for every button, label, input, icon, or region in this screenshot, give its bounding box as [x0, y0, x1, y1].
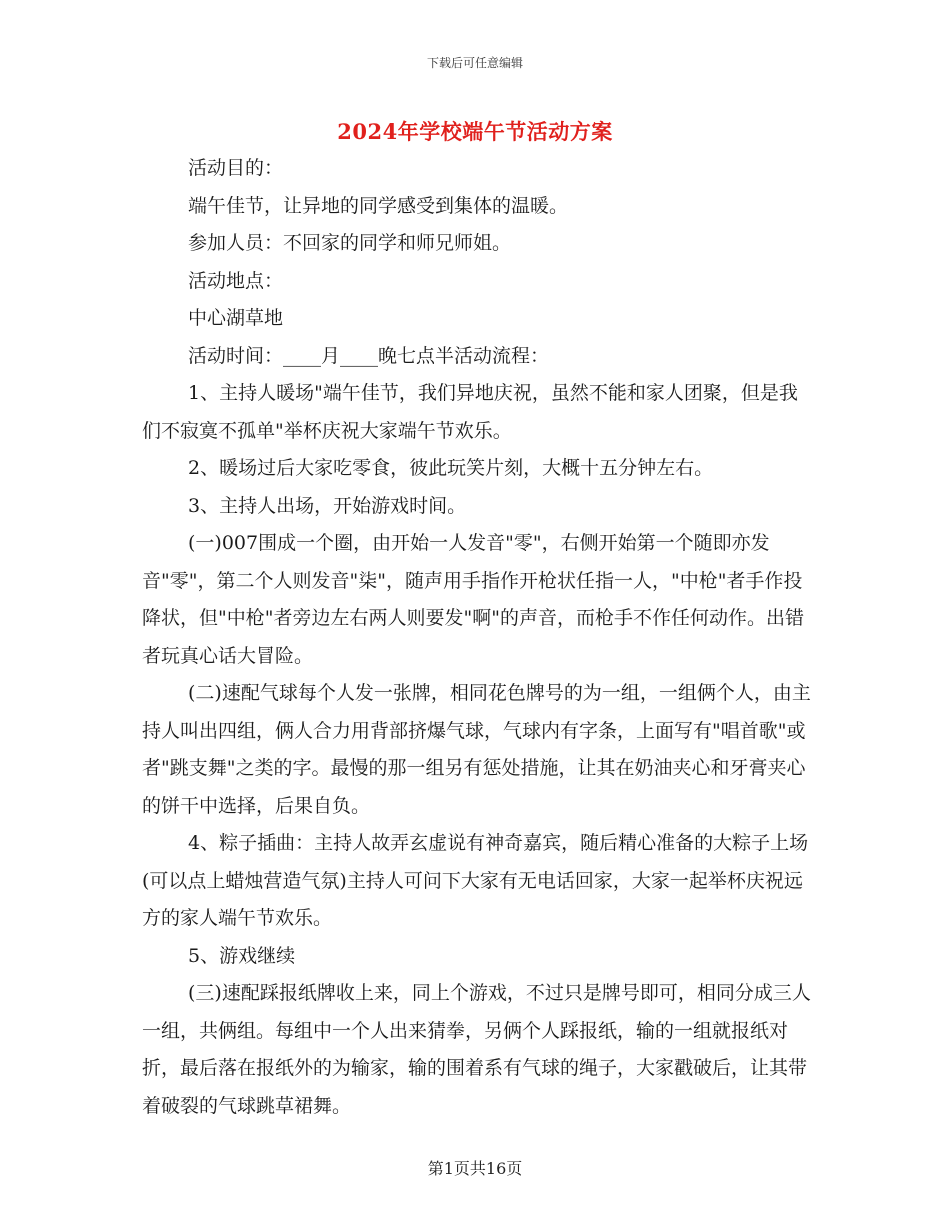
- paragraph-step-4: 4、粽子插曲：主持人故弄玄虚说有神奇嘉宾，随后精心准备的大粽子上场(可以点上蜡烛营造气氛)主持人可问下大家有无电话回家，大家一起举杯庆祝远方的家人端午节欢乐。: [142, 832, 809, 929]
- paragraph-step-2: 2、暖场过后大家吃零食，彼此玩笑片刻，大概十五分钟左右。: [188, 457, 714, 479]
- paragraph-game-2: (二)速配气球每个人发一张牌，相同花色牌号的为一组，一组俩个人，由主持人叫出四组，俩人合力用背部挤爆气球，气球内有字条，上面写有"唱首歌"或者"跳支舞"之类的字。最慢的那一组另有惩处措施，让其在奶油夹心和牙膏夹心的饼干中选择，后果自负。: [142, 682, 811, 817]
- paragraph-participants: 参加人员：不回家的同学和师兄师姐。: [188, 232, 512, 254]
- document-body: [142, 150, 812, 1125]
- document-title: 2024年学校端午节活动方案: [337, 119, 613, 144]
- paragraph-time: 活动时间：____月____晚七点半活动流程：: [188, 344, 550, 367]
- paragraph-game-3: (三)速配踩报纸牌收上来，同上个游戏，不过只是牌号即可，相同分成三人一组，共俩组。每组中一个人出来猜拳，另俩个人踩报纸，输的一组就报纸对折，最后落在报纸外的为输家，输的围着系有气球的绳子，大家戳破后，让其带着破裂的气球跳草裙舞。: [142, 982, 811, 1117]
- paragraph-step-1: 1、主持人暖场"端午佳节，我们异地庆祝，虽然不能和家人团聚，但是我们不寂寞不孤单"举杯庆祝大家端午节欢乐。: [142, 382, 798, 442]
- paragraph-step-5: 5、游戏继续: [188, 944, 296, 967]
- paragraph-step-3: 3、主持人出场，开始游戏时间。: [188, 494, 467, 517]
- page-number: 第1页共16页: [427, 1159, 523, 1178]
- paragraph-purpose-label: 活动目的：: [188, 157, 284, 179]
- paragraph-location-label: 活动地点：: [188, 269, 284, 292]
- header-note: 下载后可任意编辑: [426, 56, 523, 70]
- paragraph-location: 中心湖草地: [188, 307, 284, 329]
- paragraph-purpose: 端午佳节，让异地的同学感受到集体的温暖。: [188, 194, 569, 217]
- paragraph-game-1: (一)007围成一个圈，由开始一人发音"零"，右侧开始第一个随即亦发音"零"，第二个人则发音"柒"，随声用手指作开枪状任指一人，"中枪"者手作投降状，但"中枪"者旁边左右两人则要发"啊"的声音，而枪手不作任何动作。出错者玩真心话大冒险。: [142, 532, 804, 667]
